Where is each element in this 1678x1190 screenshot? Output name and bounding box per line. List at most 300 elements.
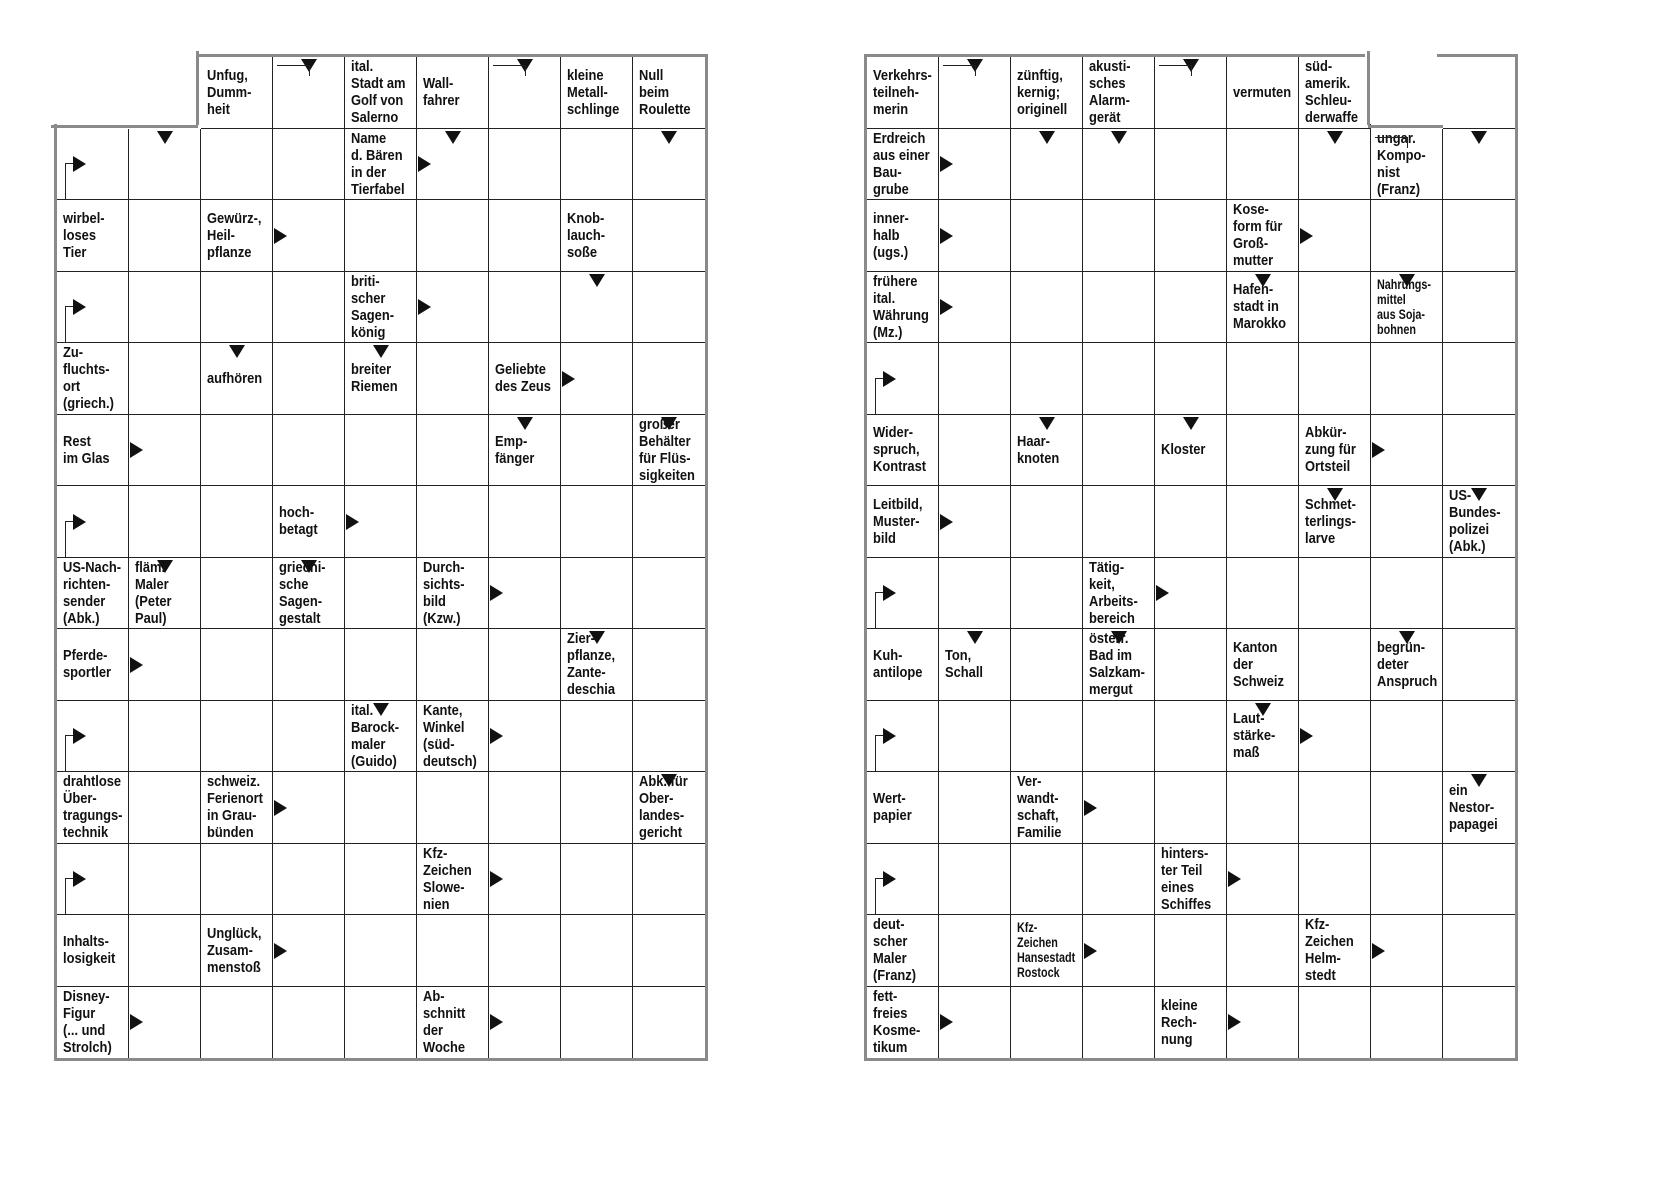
clue-text: Unglück, Zusam- menstoß <box>207 924 262 976</box>
arrow-right-icon <box>940 228 953 244</box>
answer-cell[interactable] <box>939 415 1011 487</box>
answer-cell[interactable] <box>1371 200 1443 272</box>
arrow-right-icon <box>940 299 953 315</box>
clue-text: Inhalts- losigkeit <box>63 933 116 968</box>
answer-cell[interactable] <box>1011 200 1083 272</box>
answer-cell[interactable] <box>201 558 273 630</box>
answer-cell[interactable] <box>1011 844 1083 916</box>
arrow-right-icon <box>73 156 86 172</box>
clue-text: Abk. für Ober- landes- gericht <box>639 773 688 842</box>
answer-cell[interactable] <box>1011 701 1083 773</box>
clue-text: deut- scher Maler (Franz) <box>873 916 916 985</box>
answer-cell[interactable] <box>417 915 489 987</box>
answer-cell[interactable] <box>201 272 273 344</box>
answer-cell[interactable] <box>273 987 345 1059</box>
answer-cell[interactable] <box>1443 57 1515 129</box>
arrow-right-icon <box>1156 585 1169 601</box>
answer-cell[interactable] <box>1083 200 1155 272</box>
arrow-right-icon <box>418 299 431 315</box>
answer-cell[interactable] <box>1227 558 1299 630</box>
clue-text: Durch- sichts- bild (Kzw.) <box>423 558 465 627</box>
clue-cell <box>867 415 939 487</box>
answer-cell[interactable] <box>939 844 1011 916</box>
answer-cell[interactable] <box>345 200 417 272</box>
clue-cell <box>1299 915 1371 987</box>
crossword-grid <box>54 54 708 1061</box>
answer-cell[interactable] <box>1443 415 1515 487</box>
clue-text: vermuten <box>1233 83 1292 101</box>
clue-cell <box>867 772 939 844</box>
clue-cell <box>345 272 417 344</box>
clue-text: Kfz- Zeichen Helm- stedt <box>1305 916 1354 985</box>
answer-cell[interactable] <box>1227 915 1299 987</box>
answer-cell[interactable] <box>1083 272 1155 344</box>
answer-cell[interactable] <box>939 772 1011 844</box>
answer-cell[interactable] <box>417 200 489 272</box>
clue-cell <box>57 558 129 630</box>
clue-cell <box>867 486 939 558</box>
clue-text: kleine Rech- nung <box>1161 996 1198 1048</box>
answer-cell[interactable] <box>129 772 201 844</box>
bent-arrow-line-icon <box>493 65 526 76</box>
answer-cell[interactable] <box>1011 343 1083 415</box>
arrow-down-icon <box>229 345 245 358</box>
clue-cell <box>867 57 939 129</box>
answer-cell[interactable] <box>345 844 417 916</box>
clue-text: zünftig, kernig; originell <box>1017 66 1068 118</box>
arrow-right-icon <box>1372 442 1385 458</box>
answer-cell[interactable] <box>939 558 1011 630</box>
clue-cell <box>867 200 939 272</box>
answer-cell[interactable] <box>633 629 705 701</box>
answer-cell[interactable] <box>489 629 561 701</box>
clue-text: kleine Metall- schlinge <box>567 66 620 118</box>
clue-text: hoch- betagt <box>279 504 318 539</box>
answer-cell[interactable] <box>561 772 633 844</box>
arrow-down-icon <box>589 631 605 644</box>
arrow-right-icon <box>1300 228 1313 244</box>
arrow-down-icon <box>661 417 677 430</box>
answer-cell[interactable] <box>1155 701 1227 773</box>
clue-cell <box>57 987 129 1059</box>
clue-cell <box>57 772 129 844</box>
clue-text: Ab- schnitt der Woche <box>423 988 466 1057</box>
answer-cell[interactable] <box>1227 343 1299 415</box>
clue-cell <box>867 915 939 987</box>
arrow-right-icon <box>940 156 953 172</box>
clue-text: Hafen- stadt in Marokko <box>1233 281 1287 333</box>
answer-cell[interactable] <box>345 772 417 844</box>
clue-cell <box>1227 629 1299 701</box>
clue-text: Disney- Figur (... und Strolch) <box>63 988 112 1057</box>
clue-cell <box>1299 415 1371 487</box>
answer-cell[interactable] <box>273 415 345 487</box>
notch-border-vertical <box>1367 51 1370 125</box>
answer-cell[interactable] <box>1443 272 1515 344</box>
arrow-right-icon <box>1084 943 1097 959</box>
clue-cell <box>867 272 939 344</box>
answer-cell[interactable] <box>633 844 705 916</box>
arrow-right-icon <box>490 728 503 744</box>
clue-text: Abkür- zung für Ortsteil <box>1305 424 1356 476</box>
answer-cell[interactable] <box>561 129 633 201</box>
answer-cell[interactable] <box>633 987 705 1059</box>
answer-cell[interactable] <box>489 272 561 344</box>
arrow-right-icon <box>274 943 287 959</box>
answer-cell[interactable] <box>273 844 345 916</box>
answer-cell[interactable] <box>489 915 561 987</box>
clue-cell <box>1083 558 1155 630</box>
clue-cell <box>201 57 273 129</box>
answer-cell[interactable] <box>129 915 201 987</box>
bent-arrow-line-icon <box>277 65 310 76</box>
answer-cell[interactable] <box>1299 629 1371 701</box>
clue-text: süd- amerik. Schleu- derwaffe <box>1305 58 1359 127</box>
answer-cell[interactable] <box>273 129 345 201</box>
answer-cell[interactable] <box>345 629 417 701</box>
answer-cell[interactable] <box>1083 415 1155 487</box>
grid-notch <box>51 51 198 124</box>
answer-cell[interactable] <box>633 272 705 344</box>
answer-cell[interactable] <box>1011 486 1083 558</box>
answer-cell[interactable] <box>561 701 633 773</box>
arrow-right-icon <box>130 1014 143 1030</box>
answer-cell[interactable] <box>1155 915 1227 987</box>
answer-cell[interactable] <box>1227 772 1299 844</box>
answer-cell[interactable] <box>417 629 489 701</box>
arrow-down-icon <box>301 560 317 573</box>
arrow-down-icon <box>157 560 173 573</box>
answer-cell[interactable] <box>633 558 705 630</box>
clue-text: Nahrungs- mittel aus Soja- bohnen <box>1377 276 1431 337</box>
clue-cell <box>1011 772 1083 844</box>
answer-cell[interactable] <box>1011 629 1083 701</box>
answer-cell[interactable] <box>417 343 489 415</box>
clue-text: ungar. Kompo- nist (Franz) <box>1377 129 1426 198</box>
clue-text: Zier- pflanze, Zante- deschia <box>567 630 616 699</box>
answer-cell[interactable] <box>129 343 201 415</box>
clue-text: Geliebte des Zeus <box>495 361 551 396</box>
arrow-right-icon <box>883 871 896 887</box>
arrow-down-icon <box>1255 274 1271 287</box>
arrow-right-icon <box>940 514 953 530</box>
clue-cell <box>273 486 345 558</box>
notch-border <box>1368 125 1443 128</box>
answer-cell[interactable] <box>201 701 273 773</box>
arrow-right-icon <box>490 871 503 887</box>
clue-text: Kloster <box>1161 441 1206 459</box>
answer-cell[interactable] <box>1155 129 1227 201</box>
answer-cell[interactable] <box>417 415 489 487</box>
clue-cell <box>561 57 633 129</box>
clue-text: Wert- papier <box>873 790 912 825</box>
answer-cell[interactable] <box>489 200 561 272</box>
answer-cell[interactable] <box>201 415 273 487</box>
answer-cell[interactable] <box>1299 272 1371 344</box>
arrow-right-icon <box>274 228 287 244</box>
clue-text: großer Behälter für Flüs- sigkeiten <box>639 415 695 484</box>
arrow-down-icon <box>1111 131 1127 144</box>
clue-text: Unfug, Dumm- heit <box>207 66 252 118</box>
clue-text: frühere ital. Währung (Mz.) <box>873 272 929 341</box>
answer-cell[interactable] <box>633 486 705 558</box>
answer-cell[interactable] <box>561 486 633 558</box>
arrow-right-icon <box>490 1014 503 1030</box>
answer-cell[interactable] <box>1083 701 1155 773</box>
arrow-down-icon <box>1399 274 1415 287</box>
clue-text: Emp- fänger <box>495 432 535 467</box>
answer-cell[interactable] <box>1371 486 1443 558</box>
clue-text: US- Bundes- polizei (Abk.) <box>1449 487 1501 556</box>
answer-cell[interactable] <box>345 558 417 630</box>
answer-cell[interactable] <box>273 272 345 344</box>
answer-cell[interactable] <box>1443 987 1515 1059</box>
answer-cell[interactable] <box>1299 987 1371 1059</box>
clue-text: aufhören <box>207 369 263 387</box>
arrow-right-icon <box>73 514 86 530</box>
arrow-right-icon <box>562 371 575 387</box>
answer-cell[interactable] <box>633 200 705 272</box>
clue-text: briti- scher Sagen- könig <box>351 272 395 341</box>
arrow-right-icon <box>883 585 896 601</box>
answer-cell[interactable] <box>1443 343 1515 415</box>
arrow-down-icon <box>373 345 389 358</box>
answer-cell[interactable] <box>201 987 273 1059</box>
answer-cell[interactable] <box>1227 415 1299 487</box>
answer-cell[interactable] <box>1011 987 1083 1059</box>
clue-cell <box>489 343 561 415</box>
clue-text: Gewürz-, Heil- pflanze <box>207 209 262 261</box>
clue-text: schweiz. Ferienort in Grau- bünden <box>207 773 263 842</box>
clue-cell <box>1155 987 1227 1059</box>
answer-cell[interactable] <box>1443 200 1515 272</box>
answer-cell[interactable] <box>129 272 201 344</box>
clue-text: Kfz- Zeichen Hansestadt Rostock <box>1017 920 1076 981</box>
answer-cell[interactable] <box>1371 772 1443 844</box>
answer-cell[interactable] <box>201 129 273 201</box>
clue-text: griechi- sche Sagen- gestalt <box>279 558 326 627</box>
clue-text: Kanton der Schweiz <box>1233 638 1284 690</box>
clue-text: breiter Riemen <box>351 361 398 396</box>
arrow-down-icon <box>661 774 677 787</box>
answer-cell[interactable] <box>1011 272 1083 344</box>
answer-cell[interactable] <box>1155 272 1227 344</box>
answer-cell[interactable] <box>939 343 1011 415</box>
arrow-right-icon <box>1084 800 1097 816</box>
notch-border-vertical <box>196 51 199 125</box>
bent-arrow-line-icon <box>1159 65 1192 76</box>
answer-cell[interactable] <box>129 701 201 773</box>
clue-text: fett- freies Kosme- tikum <box>873 988 921 1057</box>
answer-cell[interactable] <box>561 844 633 916</box>
clue-cell <box>345 57 417 129</box>
clue-text: wirbel- loses Tier <box>63 209 105 261</box>
clue-cell <box>417 558 489 630</box>
clue-cell <box>345 129 417 201</box>
answer-cell[interactable] <box>489 129 561 201</box>
clue-text: Zu- fluchts- ort (griech.) <box>63 344 114 413</box>
answer-cell[interactable] <box>1227 129 1299 201</box>
clue-text: Ton, Schall <box>945 647 984 682</box>
answer-cell[interactable] <box>1155 200 1227 272</box>
answer-cell[interactable] <box>1299 772 1371 844</box>
clue-cell <box>201 200 273 272</box>
answer-cell[interactable] <box>1371 343 1443 415</box>
answer-cell[interactable] <box>1371 701 1443 773</box>
answer-cell[interactable] <box>1371 558 1443 630</box>
answer-cell[interactable] <box>1155 343 1227 415</box>
arrow-right-icon <box>274 800 287 816</box>
arrow-down-icon <box>445 131 461 144</box>
clue-text: Wider- spruch, Kontrast <box>873 424 927 476</box>
clue-text: drahtlose Über- tragungs- technik <box>63 773 123 842</box>
arrow-down-icon <box>157 131 173 144</box>
answer-cell[interactable] <box>561 915 633 987</box>
clue-text: Ver- wandt- schaft, Familie <box>1017 773 1062 842</box>
clue-cell <box>57 629 129 701</box>
answer-cell[interactable] <box>1443 701 1515 773</box>
clue-cell <box>201 915 273 987</box>
answer-cell[interactable] <box>939 915 1011 987</box>
answer-cell[interactable] <box>345 915 417 987</box>
clue-text: Tätig- keit, Arbeits- bereich <box>1089 558 1138 627</box>
crossword-grid <box>864 54 1518 1061</box>
answer-cell[interactable] <box>633 915 705 987</box>
clue-text: hinters- ter Teil eines Schiffes <box>1161 844 1212 913</box>
arrow-right-icon <box>1228 871 1241 887</box>
clue-text: Null beim Roulette <box>639 66 691 118</box>
arrow-right-icon <box>73 299 86 315</box>
answer-cell[interactable] <box>345 415 417 487</box>
arrow-right-icon <box>73 728 86 744</box>
arrow-down-icon <box>1471 488 1487 501</box>
clue-cell <box>633 57 705 129</box>
clue-text: Name d. Bären in der Tierfabel <box>351 129 405 198</box>
answer-cell[interactable] <box>939 701 1011 773</box>
clue-text: Kuh- antilope <box>873 647 923 682</box>
answer-cell[interactable] <box>1443 629 1515 701</box>
clue-text: österr. Bad im Salzkam- mergut <box>1089 630 1145 699</box>
clue-cell <box>57 343 129 415</box>
clue-text: inner- halb (ugs.) <box>873 209 909 261</box>
answer-cell[interactable] <box>633 343 705 415</box>
answer-cell[interactable] <box>201 629 273 701</box>
arrow-down-icon <box>1399 631 1415 644</box>
answer-cell[interactable] <box>201 486 273 558</box>
arrow-right-icon <box>73 871 86 887</box>
clue-cell <box>57 915 129 987</box>
arrow-down-icon <box>661 131 677 144</box>
clue-text: Wall- fahrer <box>423 75 460 110</box>
arrow-down-icon <box>967 631 983 644</box>
clue-text: Haar- knoten <box>1017 432 1060 467</box>
clue-text: Laut- stärke- maß <box>1233 710 1276 762</box>
arrow-down-icon <box>1255 703 1271 716</box>
arrow-right-icon <box>940 1014 953 1030</box>
clue-text: ital. Barock- maler (Guido) <box>351 701 400 770</box>
arrow-down-icon <box>517 417 533 430</box>
clue-cell <box>1299 57 1371 129</box>
answer-cell[interactable] <box>1371 844 1443 916</box>
answer-cell[interactable] <box>489 772 561 844</box>
answer-cell[interactable] <box>273 629 345 701</box>
clue-text: Verkehrs- teilneh- merin <box>873 66 932 118</box>
answer-cell[interactable] <box>1155 486 1227 558</box>
answer-cell[interactable] <box>129 486 201 558</box>
arrow-right-icon <box>130 657 143 673</box>
answer-cell[interactable] <box>489 486 561 558</box>
clue-cell <box>867 987 939 1059</box>
clue-text: Kfz- Zeichen Slowe- nien <box>423 844 472 913</box>
arrow-right-icon <box>1228 1014 1241 1030</box>
answer-cell[interactable] <box>561 558 633 630</box>
clue-cell <box>1083 57 1155 129</box>
answer-cell[interactable] <box>1299 844 1371 916</box>
answer-cell[interactable] <box>273 701 345 773</box>
arrow-down-icon <box>1039 417 1055 430</box>
answer-cell[interactable] <box>345 987 417 1059</box>
answer-cell[interactable] <box>1155 772 1227 844</box>
clue-text: fläm. Maler (Peter Paul) <box>135 558 172 627</box>
answer-cell[interactable] <box>129 844 201 916</box>
clue-cell <box>1227 57 1299 129</box>
arrow-right-icon <box>418 156 431 172</box>
answer-cell[interactable] <box>129 200 201 272</box>
arrow-right-icon <box>130 442 143 458</box>
answer-cell[interactable] <box>1299 343 1371 415</box>
answer-cell[interactable] <box>561 415 633 487</box>
arrow-right-icon <box>490 585 503 601</box>
clue-cell <box>1011 57 1083 129</box>
answer-cell[interactable] <box>417 772 489 844</box>
answer-cell[interactable] <box>1083 987 1155 1059</box>
clue-cell <box>417 57 489 129</box>
answer-cell[interactable] <box>417 486 489 558</box>
answer-cell[interactable] <box>561 987 633 1059</box>
arrow-down-icon <box>1471 131 1487 144</box>
grid-notch <box>1365 51 1437 124</box>
clue-cell <box>867 129 939 201</box>
clue-text: Erdreich aus einer Bau- grube <box>873 129 930 198</box>
answer-cell[interactable] <box>1371 987 1443 1059</box>
answer-cell[interactable] <box>1083 343 1155 415</box>
arrow-down-icon <box>1471 774 1487 787</box>
arrow-right-icon <box>883 728 896 744</box>
clue-text: Kose- form für Groß- mutter <box>1233 201 1283 270</box>
arrow-right-icon <box>346 514 359 530</box>
arrow-down-icon <box>589 274 605 287</box>
answer-cell[interactable] <box>1227 486 1299 558</box>
answer-cell[interactable] <box>273 343 345 415</box>
clue-cell <box>561 200 633 272</box>
answer-cell[interactable] <box>1083 486 1155 558</box>
answer-cell[interactable] <box>1443 558 1515 630</box>
answer-cell[interactable] <box>1443 844 1515 916</box>
answer-cell[interactable] <box>1155 629 1227 701</box>
arrow-down-icon <box>1327 488 1343 501</box>
clue-text: ein Nestor- papagei <box>1449 781 1498 833</box>
answer-cell[interactable] <box>1011 558 1083 630</box>
answer-cell[interactable] <box>633 701 705 773</box>
clue-cell <box>1227 200 1299 272</box>
answer-cell[interactable] <box>1443 915 1515 987</box>
answer-cell[interactable] <box>201 844 273 916</box>
clue-text: US-Nach- richten- sender (Abk.) <box>63 558 122 627</box>
clue-cell <box>201 772 273 844</box>
answer-cell[interactable] <box>1083 844 1155 916</box>
answer-cell[interactable] <box>1299 558 1371 630</box>
clue-text: Leitbild, Muster- bild <box>873 495 923 547</box>
